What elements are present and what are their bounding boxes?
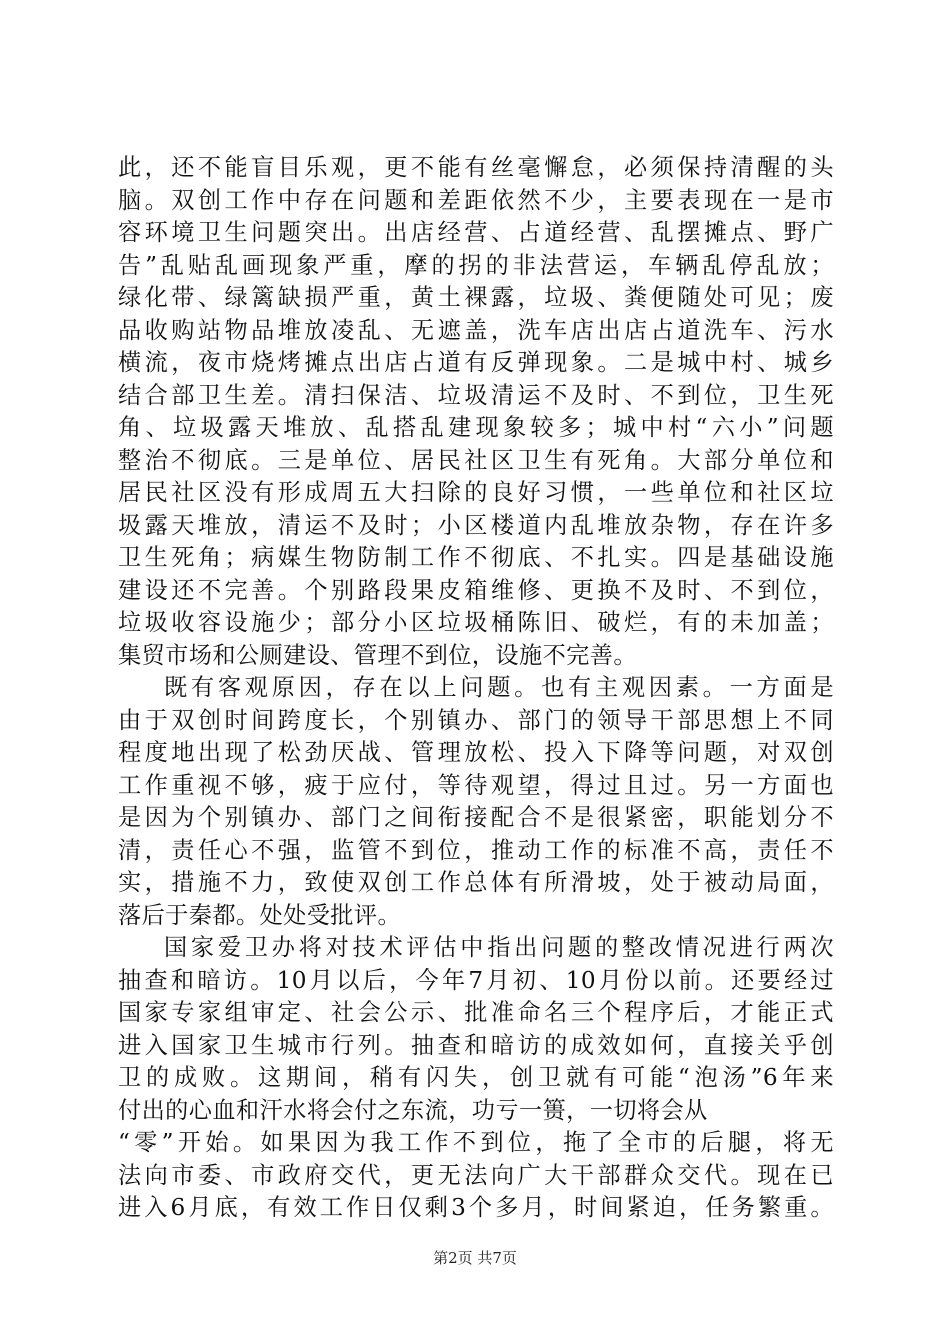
- text-line: 进入国家卫生城市行列。抽查和暗访的成效如何，直接关乎创: [118, 1031, 834, 1059]
- text-line: 整治不彻底。三是单位、居民社区卫生有死角。大部分单位和: [118, 446, 834, 474]
- body-text: [118, 152, 834, 1225]
- text-line: 国家爱卫办将对技术评估中指出问题的整改情况进行两次: [164, 934, 834, 961]
- text-line: 绿化带、绿篱缺损严重，黄土裸露，垃圾、粪便随处可见；废: [118, 284, 834, 311]
- text-line: 实，措施不力，致使双创工作总体有所滑坡，处于被动局面，: [118, 869, 834, 896]
- text-line: 是因为个别镇办、部门之间衔接配合不是很紧密，职能划分不: [118, 804, 834, 831]
- text-line: 付出的心血和汗水将会付之东流，功亏一篑，一切将会从: [118, 1096, 708, 1124]
- text-line: 法向市委、市政府交代，更无法向广大干部群众交代。现在已: [118, 1161, 834, 1189]
- text-line: 角、垃圾露天堆放、乱搭乱建现象较多；城中村“六小”问题: [118, 414, 834, 441]
- text-line: 国家专家组审定、社会公示、批准命名三个程序后，才能正式: [118, 999, 834, 1026]
- text-line: 卫的成败。这期间，稍有闪失，创卫就有可能“泡汤”6年来: [118, 1064, 834, 1091]
- text-line: 抽查和暗访。10月以后，今年7月初、10月份以前。还要经过: [118, 966, 834, 994]
- text-line: 品收购站物品堆放凌乱、无遮盖，洗车店出店占道洗车、污水: [118, 316, 834, 344]
- paragraph-3: [118, 932, 834, 1225]
- paragraph-1: [118, 152, 834, 672]
- text-line: 集贸市场和公厕建设、管理不到位，设施不完善。: [118, 641, 637, 669]
- text-line: 居民社区没有形成周五大扫除的良好习惯，一些单位和社区垃: [118, 479, 834, 506]
- text-line: “零”开始。如果因为我工作不到位，拖了全市的后腿，将无: [118, 1129, 834, 1156]
- text-line: 由于双创时间跨度长，个别镇办、部门的领导干部思想上不同: [118, 706, 834, 734]
- text-line: 既有客观原因，存在以上问题。也有主观因素。一方面是: [164, 674, 834, 701]
- text-line: 告”乱贴乱画现象严重，摩的拐的非法营运，车辆乱停乱放；: [118, 251, 834, 279]
- paragraph-2: [118, 672, 834, 932]
- text-line: 此，还不能盲目乐观，更不能有丝毫懈怠，必须保持清醒的头: [118, 154, 834, 181]
- text-line: 进入6月底，有效工作日仅剩3个多月，时间紧迫，任务繁重。: [118, 1194, 834, 1221]
- text-line: 工作重视不够，疲于应付，等待观望，得过且过。另一方面也: [118, 771, 834, 799]
- page-footer: 第2页 共7页: [433, 1249, 517, 1267]
- text-line: 结合部卫生差。清扫保洁、垃圾清运不及时、不到位，卫生死: [118, 381, 834, 409]
- text-line: 垃圾收容设施少；部分小区垃圾桶陈旧、破烂，有的未加盖；: [118, 609, 834, 636]
- text-line: 程度地出现了松劲厌战、管理放松、投入下降等问题，对双创: [118, 739, 834, 766]
- text-line: 落后于秦都。处处受批评。: [118, 901, 402, 929]
- text-line: 建设还不完善。个别路段果皮箱维修、更换不及时、不到位，: [118, 576, 834, 604]
- text-line: 脑。双创工作中存在问题和差距依然不少，主要表现在一是市: [118, 186, 834, 214]
- text-line: 卫生死角；病媒生物防制工作不彻底、不扎实。四是基础设施: [118, 544, 834, 571]
- text-line: 圾露天堆放，清运不及时；小区楼道内乱堆放杂物，存在许多: [118, 511, 834, 539]
- text-line: 清，责任心不强，监管不到位，推动工作的标准不高，责任不: [118, 836, 834, 864]
- text-line: 容环境卫生问题突出。出店经营、占道经营、乱摆摊点、野广: [118, 219, 834, 246]
- text-line: 横流，夜市烧烤摊点出店占道有反弹现象。二是城中村、城乡: [118, 349, 834, 376]
